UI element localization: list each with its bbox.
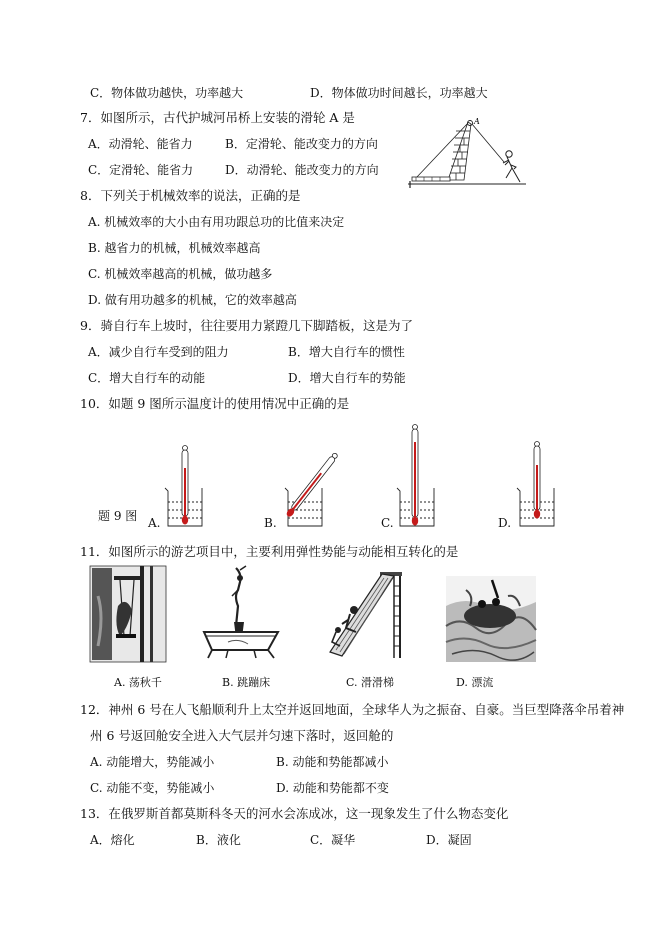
thermometer-c-shape — [412, 425, 418, 526]
q9-option-b: B．增大自行车的惯性 — [288, 345, 405, 359]
q12-stem-line-2: 州 6 号返回舱安全进入大气层并匀速下落时，返回舱的 — [90, 728, 394, 743]
tower-shape — [448, 122, 471, 180]
q7-option-d: D．动滑轮、能改变力的方向 — [225, 163, 379, 177]
q7-option-c: C．定滑轮、能省力 — [88, 163, 194, 177]
q8-stem: 8．下列关于机械效率的说法，正确的是 — [80, 188, 301, 203]
q7-option-a: A．动滑轮、能省力 — [88, 137, 193, 151]
man-pulling-shape — [503, 151, 520, 182]
q7-option-b: B．定滑轮、能改变力的方向 — [225, 137, 378, 151]
q13-option-a: A．熔化 — [90, 833, 135, 847]
swing-photo — [90, 566, 166, 662]
q8-option-a: A. 机械效率的大小由有用功跟总功的比值来决定 — [88, 215, 345, 229]
q10-label-d: D. — [498, 516, 512, 530]
rafting-photo — [446, 566, 536, 662]
q6-option-d: D．物体做功时间越长，功率越大 — [310, 86, 488, 100]
q13-option-c: C．凝华 — [310, 833, 356, 847]
slide-photo — [320, 566, 406, 662]
bridge-deck-shape — [412, 177, 450, 181]
q12-stem-line-1: 12．神州 6 号在人飞船顺利升上太空并返回地面，全球华人为之振奋、自豪。当巨型降落伞吊着神 — [80, 702, 625, 717]
q12-option-b: B. 动能和势能都减小 — [276, 755, 389, 769]
q13-option-d: D．凝固 — [426, 833, 472, 847]
thermometer-figure-a — [162, 440, 208, 530]
pulley-a-label: A — [474, 117, 480, 126]
q12-option-d: D. 动能和势能都不变 — [276, 781, 389, 795]
q8-option-d: D. 做有用功越多的机械，它的效率越高 — [88, 293, 297, 307]
q9-option-d: D．增大自行车的势能 — [288, 371, 406, 385]
caption-c: C. 滑滑梯 — [346, 676, 395, 689]
q10-stem: 10．如题 9 图所示温度计的使用情况中正确的是 — [80, 396, 350, 411]
q13-option-b: B．液化 — [196, 833, 241, 847]
q12-option-a: A. 动能增大，势能减小 — [90, 755, 215, 769]
caption-d: D. 漂流 — [456, 676, 494, 689]
q9-option-c: C．增大自行车的动能 — [88, 371, 206, 385]
thermometer-b-shape — [285, 452, 339, 518]
q8-option-c: C. 机械效率越高的机械，做功越多 — [88, 267, 273, 281]
q10-label-c: C. — [381, 516, 394, 530]
thermometer-figure-d — [514, 435, 560, 530]
thermometer-figure-c — [394, 420, 440, 530]
caption-a: A. 荡秋千 — [114, 676, 162, 689]
q10-label-b: B. — [264, 516, 277, 530]
thermometer-a-shape — [182, 446, 188, 525]
q10-figure-title: 题 9 图 — [98, 509, 138, 523]
q10-label-a: A. — [148, 516, 161, 530]
thermometer-figure-b — [282, 440, 342, 530]
q6-option-c: C．物体做功越快，功率越大 — [90, 86, 244, 100]
caption-b: B. 跳蹦床 — [222, 676, 271, 689]
q11-stem: 11．如图所示的游艺项目中，主要利用弹性势能与动能相互转化的是 — [80, 544, 459, 559]
q7-stem: 7．如图所示，古代护城河吊桥上安装的滑轮 A 是 — [80, 110, 355, 125]
q9-option-a: A．减少自行车受到的阻力 — [88, 345, 229, 359]
thermometer-d-shape — [534, 442, 540, 519]
trampoline-photo — [198, 566, 284, 662]
q13-stem: 13．在俄罗斯首都莫斯科冬天的河水会冻成冰，这一现象发生了什么物态变化 — [80, 806, 509, 821]
q12-option-c: C. 动能不变，势能减小 — [90, 781, 215, 795]
q9-stem: 9．骑自行车上坡时，往往要用力紧蹬几下脚踏板，这是为了 — [80, 318, 413, 333]
q8-option-b: B. 越省力的机械，机械效率越高 — [88, 241, 261, 255]
q7-drawbridge-figure — [408, 118, 528, 190]
